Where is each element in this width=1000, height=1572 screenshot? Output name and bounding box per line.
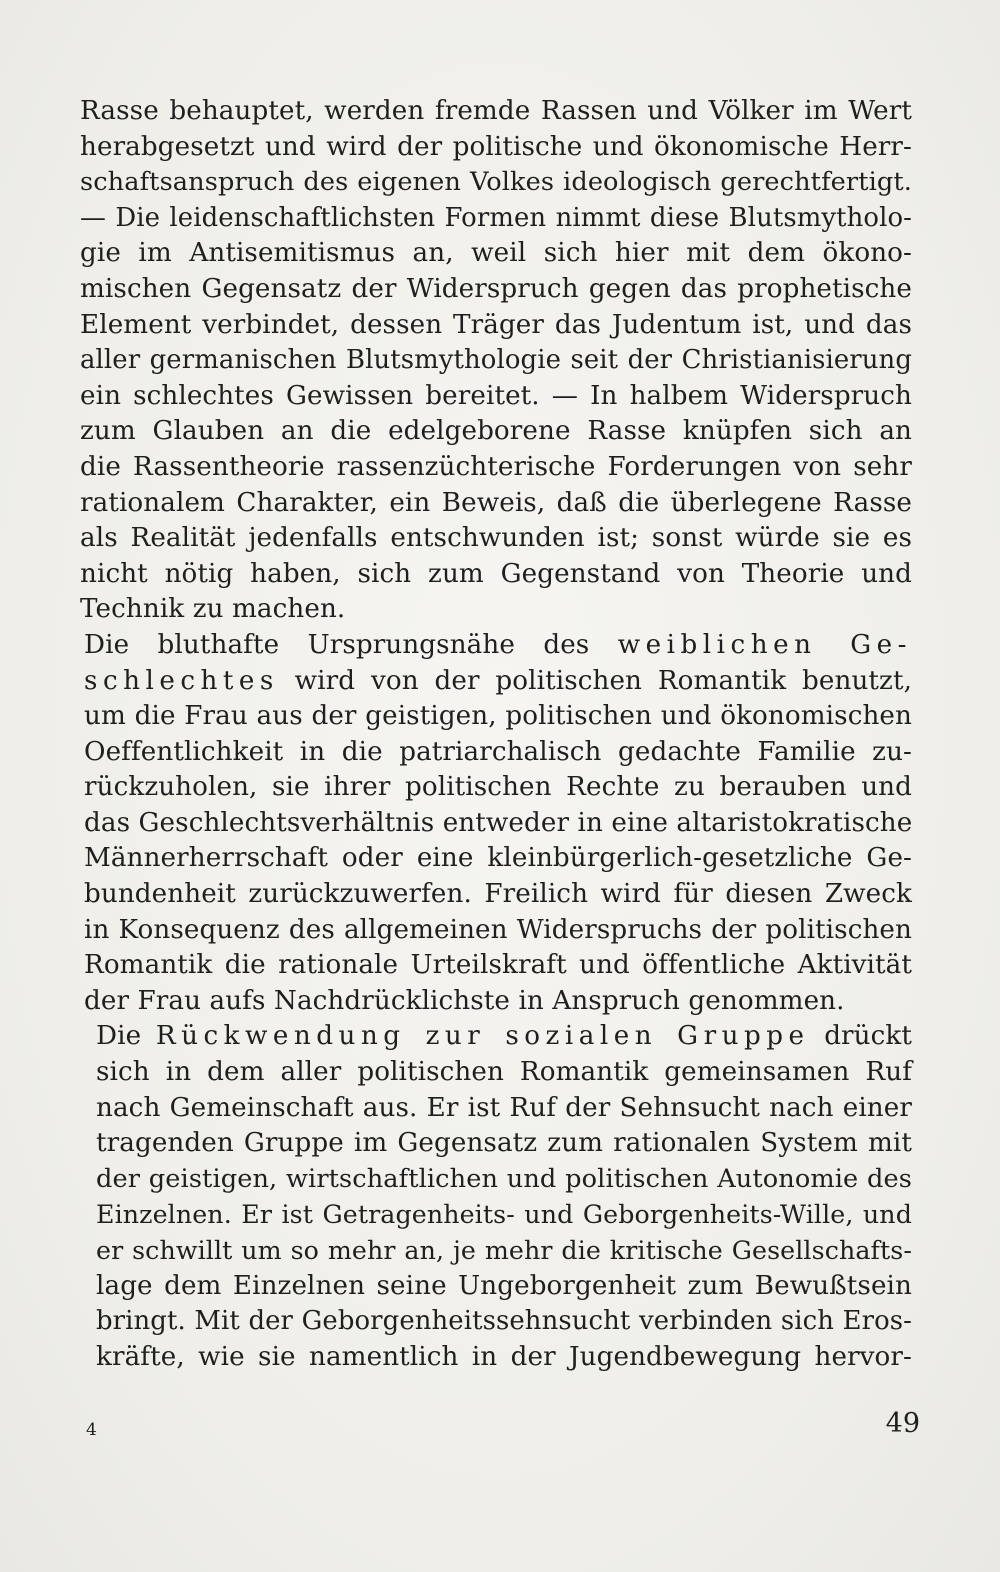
text-line: Männerherrschaft oder eine kleinbürgerlich-gesetzliche Ge- <box>84 843 912 874</box>
text-line <box>80 628 912 664</box>
text-run: Die bluthafte Ursprungsnähe des <box>84 629 590 660</box>
text-line: aller germanischen Blutsmythologie seit der Christianisierung <box>80 345 912 376</box>
text-line: der geistigen, wirtschaftlichen und politischen Autonomie des <box>96 1163 912 1194</box>
text-line: mischen Gegensatz der Widerspruch gegen das prophetische <box>80 273 912 304</box>
text-line: der Frau aufs Nachdrücklichste in Anspruch genommen. <box>84 985 845 1016</box>
body-text <box>80 94 912 1375</box>
text-line: herabgesetzt und wird der politische und ökonomische Herr- <box>80 131 912 162</box>
text-run: drückt <box>824 1021 912 1052</box>
text-line: um die Frau aus der geistigen, politischen und ökonomischen <box>84 701 912 732</box>
text-line: — Die leidenschaftlichsten Formen nimmt diese Blutsmytholo- <box>80 202 912 233</box>
text-line: zum Glauben an die edelgeborene Rasse knüpfen sich an <box>80 416 912 447</box>
text-run: Die <box>96 1021 142 1052</box>
signature-mark: 4 <box>86 1420 97 1440</box>
text-line: er schwillt um so mehr an, je mehr die kritische Gesellschafts- <box>96 1236 912 1265</box>
page-number: 49 <box>885 1408 920 1439</box>
text-line: ein schlechtes Gewissen bereitet. — In halbem Widerspruch <box>80 380 912 411</box>
text-line: Technik zu machen. <box>80 594 346 625</box>
text-line: rationalem Charakter, ein Beweis, daß die überlegene Rasse <box>80 487 912 518</box>
text-line: Rasse behauptet, werden fremde Rassen und Völker im Wert <box>80 96 912 126</box>
text-line <box>80 664 912 700</box>
text-line: lage dem Einzelnen seine Ungeborgenheit zum Bewußtsein <box>96 1270 912 1301</box>
text-line: nach Gemeinschaft aus. Er ist Ruf der Sehnsucht nach einer <box>96 1092 912 1123</box>
text-run: wird von der politischen Romantik benutzt, <box>294 665 912 696</box>
emphasis-spaced: schlechtes <box>84 665 279 696</box>
text-line: bundenheit zurückzuwerfen. Freilich wird für diesen Zweck <box>84 879 912 910</box>
text-line: sich in dem aller politischen Romantik gemeinsamen Ruf <box>96 1057 912 1088</box>
text-line: nicht nötig haben, sich zum Gegenstand von Theorie und <box>80 558 912 589</box>
text-line: Oeffentlichkeit in die patriarchalisch gedachte Familie zu- <box>84 736 912 767</box>
text-line: Einzelnen. Er ist Getragenheits- und Geborgenheits-Wille, und <box>96 1200 912 1230</box>
text-line: rückzuholen, sie ihrer politischen Rechte zu berauben und <box>84 772 912 803</box>
text-line: gie im Antisemitismus an, weil sich hier mit dem ökono- <box>80 238 912 269</box>
text-line: in Konsequenz des allgemeinen Widerspruchs der politischen <box>84 914 912 945</box>
text-line: bringt. Mit der Geborgenheitssehnsucht verbinden sich Eros- <box>96 1306 912 1337</box>
text-line: kräfte, wie sie namentlich in der Jugendbewegung hervor- <box>96 1341 912 1372</box>
text-line: als Realität jedenfalls entschwunden ist; sonst würde sie es <box>80 523 912 554</box>
text-line: schaftsanspruch des eigenen Volkes ideologisch gerechtfertigt. <box>80 167 912 198</box>
emphasis-spaced: Rückwendung zur sozialen Gruppe <box>155 1021 810 1052</box>
text-line: Element verbindet, dessen Träger das Judentum ist, und das <box>80 309 912 340</box>
emphasis-spaced: weiblichen Ge- <box>617 629 912 660</box>
text-line: Romantik die rationale Urteilskraft und öffentliche Aktivität <box>84 950 912 981</box>
text-line <box>80 1019 912 1055</box>
text-line: das Geschlechtsverhältnis entweder in eine altaristokratische <box>84 807 913 838</box>
text-line: die Rassentheorie rassenzüchterische Forderungen von sehr <box>80 451 912 482</box>
text-line: tragenden Gruppe im Gegensatz zum rationalen System mit <box>96 1128 912 1159</box>
